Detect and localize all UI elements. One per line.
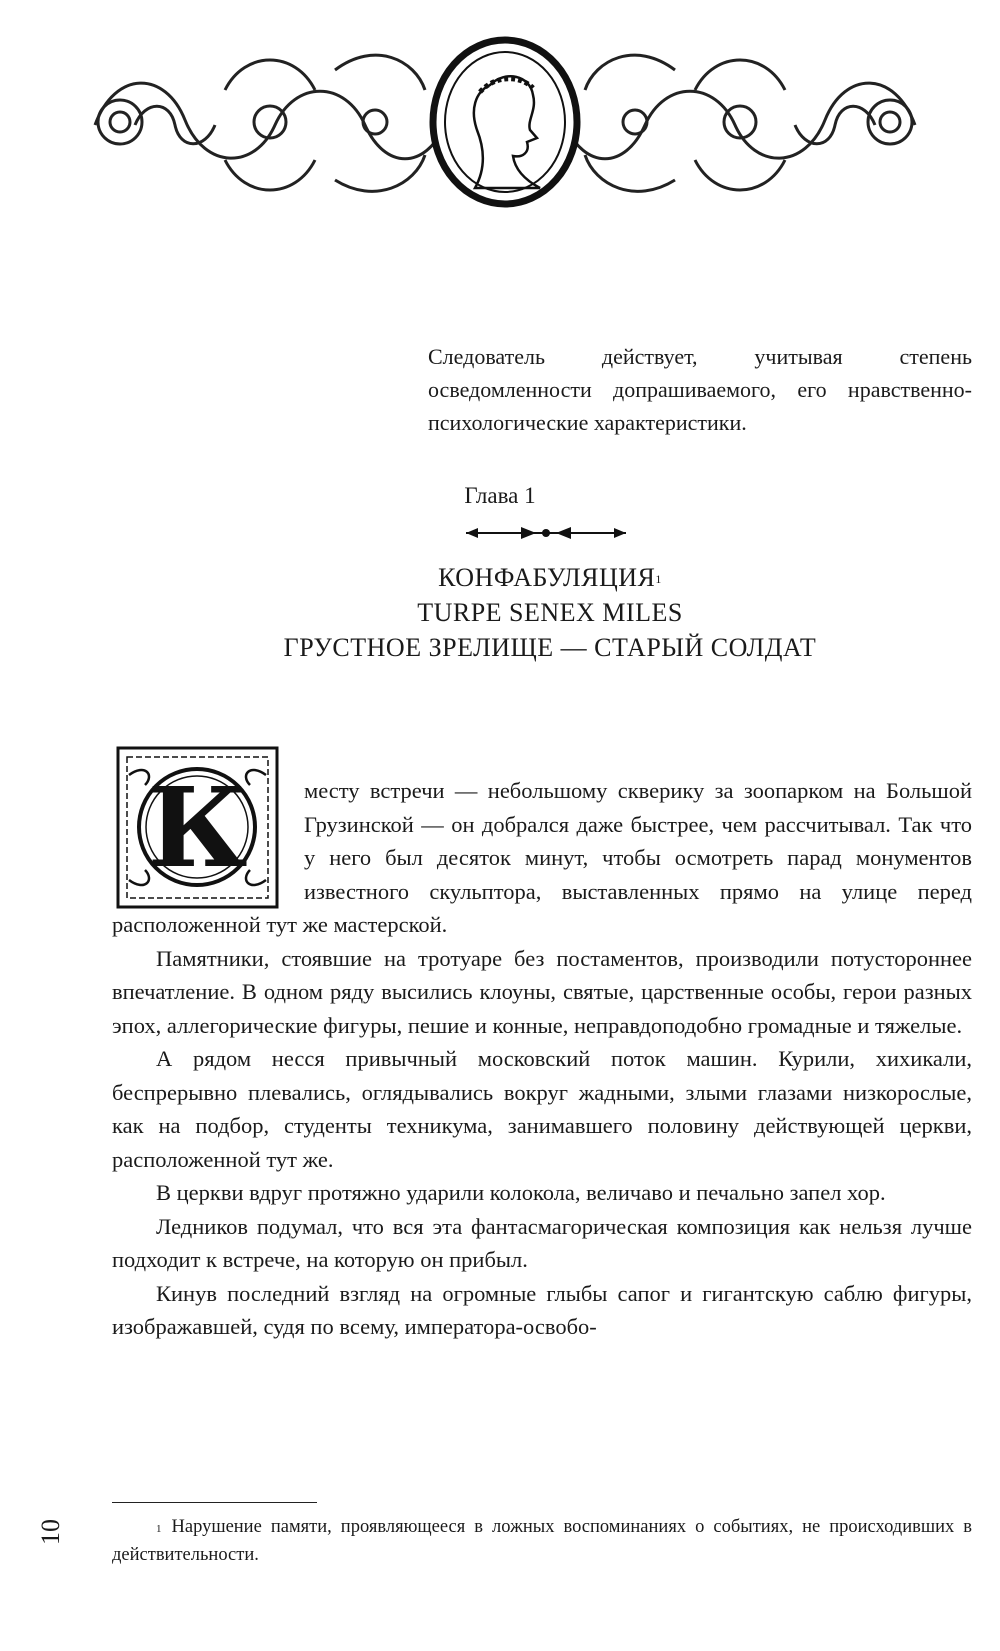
- paragraph-4: В церкви вдруг протяжно ударили колокола, величаво и печально запел хор.: [156, 1180, 886, 1205]
- chapter-title-line-3: ГРУСТНОЕ ЗРЕЛИЩЕ — СТАРЫЙ СОЛДАТ: [283, 633, 817, 662]
- chapter-flourish-icon: [466, 524, 626, 542]
- cameo-portrait-icon: [433, 40, 577, 204]
- paragraph-3: А рядом несся привычный московский поток машин. Курили, хихикали, беспрерывно плевались, оглядывались вокруг жадными, злыми глазами низкорослые, как на подбор, студенты техникума, занимавшего половину действующей церкви, расположенной тут же.: [112, 1046, 972, 1172]
- epigraph: [428, 340, 972, 439]
- chapter-title-line-2: TURPE SENEX MILES: [417, 598, 683, 627]
- chapter-titles: [0, 560, 1000, 665]
- paragraph-1: месту встречи — небольшому скверику за зоопарком на Большой Грузинской — он добрался даже быстрее, чем рассчитывал. Так что у него был десяток минут, чтобы осмотреть парад монументов известного скульптора, выставленных прямо на улице перед расположенной тут же мастерской.: [112, 778, 972, 937]
- chapter-label: Глава 1: [464, 483, 536, 508]
- footnote: [112, 1513, 972, 1569]
- paragraph-2: Памятники, стоявшие на тротуаре без постаментов, производили потустороннее впечатление. В одном ряду высились клоуны, святые, царственные особы, герои разных эпох, аллегорические фигуры, пешие и конные, неправдоподобно громадные и тяжелые.: [112, 945, 972, 1038]
- paragraph-5: Ледников подумал, что вся эта фантасмагорическая композиция как нельзя лучше подходит к встрече, на которую он прибыл.: [112, 1213, 972, 1272]
- chapter-title-line-1: КОНФАБУЛЯЦИЯ$^1$: [438, 563, 662, 592]
- footnote-divider: [112, 1502, 317, 1503]
- footnote-text: Нарушение памяти, проявляющееся в ложных воспоминаниях о событиях, не происходивших в действительности.: [112, 1517, 972, 1565]
- footnote-reference[interactable]: 1: [655, 572, 662, 586]
- footnote-mark: 1: [156, 1523, 162, 1535]
- paragraph-6: Кинув последний взгляд на огромные глыбы сапог и гигантскую саблю фигуры, изображавшей, судя по всему, императора-освобо-: [112, 1280, 972, 1339]
- page-number: 10: [36, 1519, 65, 1545]
- body-text: [112, 774, 972, 1344]
- headpiece-ornament: [75, 30, 935, 215]
- drop-cap-letter: К: [147, 763, 248, 892]
- epigraph-text: Следователь действует, учитывая степень осведомленности допрашиваемого, его нравственно-психологические характеристики.: [428, 344, 972, 435]
